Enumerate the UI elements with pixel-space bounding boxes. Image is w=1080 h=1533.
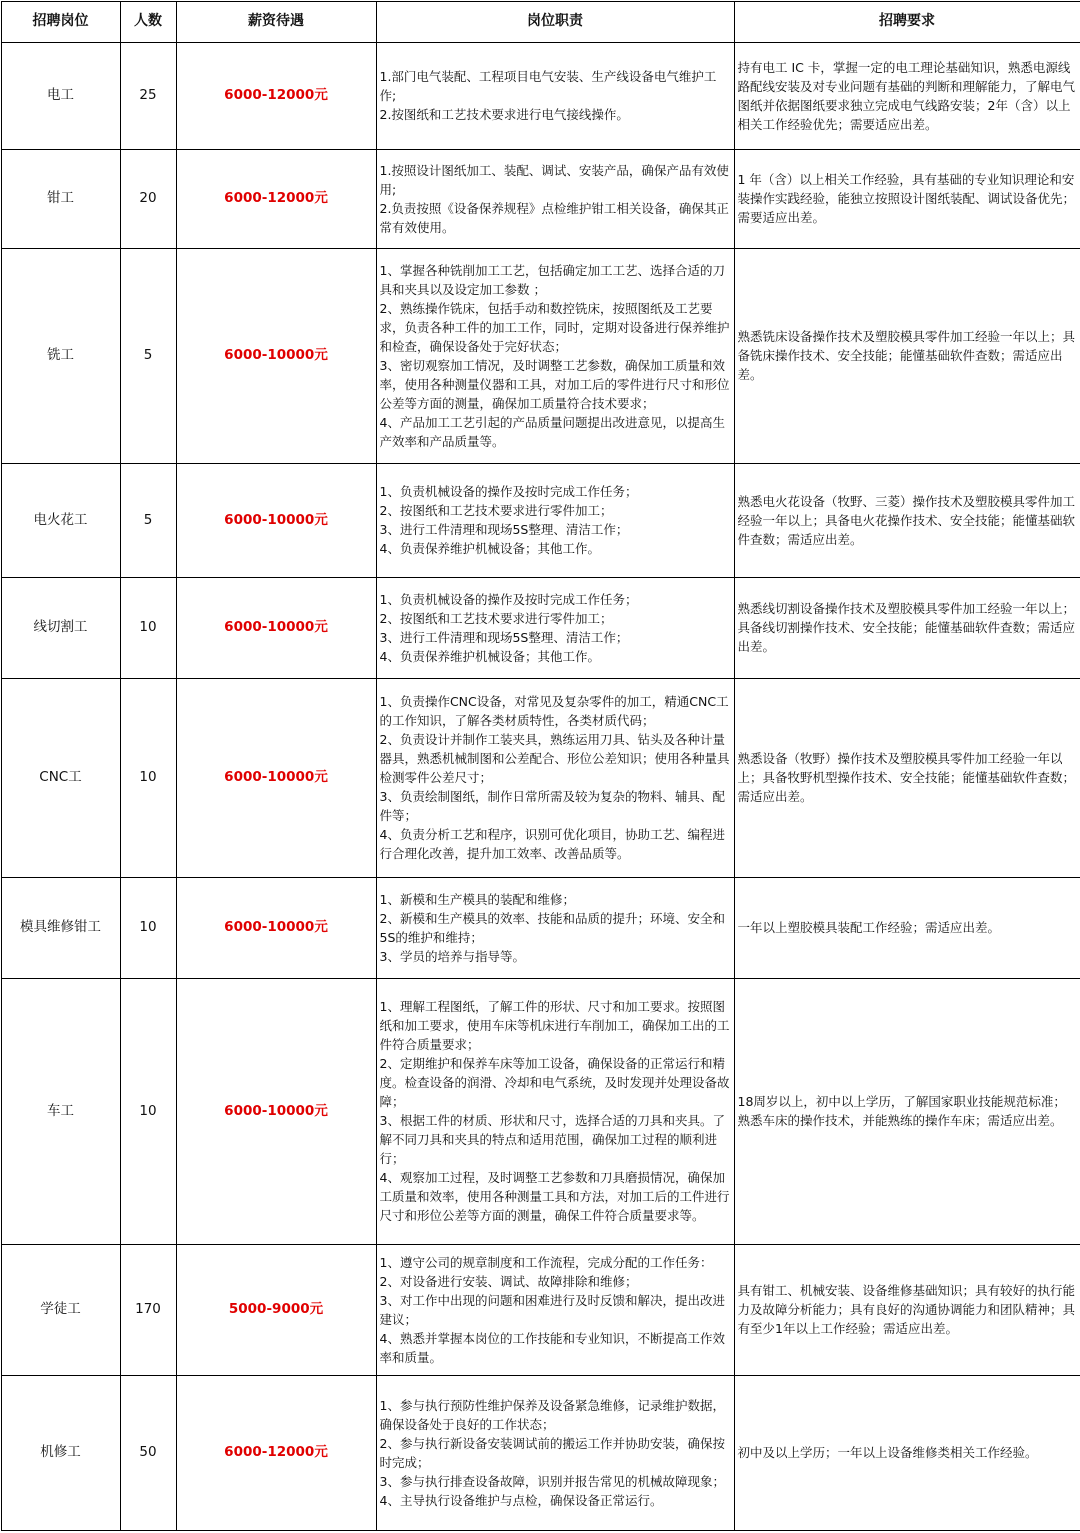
duty-item: 3、密切观察加工情况，及时调整工艺参数，确保加工质量和效率，使用各种测量仪器和工具，对加工后的零件进行尺寸和形位公差等方面的测量，确保加工质量符合技术要求； [380,356,731,413]
requirements-cell: 持有电工 IC 卡，掌握一定的电工理论基础知识，熟悉电源线路配线安装及对专业问题有基础的判断和理解能力，了解电气图纸并依据图纸要求独立完成电气线路安装；2年（含）以上相关工作经验优先；需要适应出差。 [734,42,1080,149]
duty-item: 2、按图纸和工艺技术要求进行零件加工； [380,501,731,520]
duty-item: 4、观察加工过程，及时调整工艺参数和刀具磨损情况，确保加工质量和效率，使用各种测量工具和方法，对加工后的工件进行尺寸和形位公差等方面的测量，确保工件符合质量要求等。 [380,1168,731,1225]
duty-item: 4、主导执行设备维护与点检，确保设备正常运行。 [380,1491,731,1510]
salary-cell: 6000-10000元 [176,577,376,678]
duty-item: 2.负责按照《设备保养规程》点检维护钳工相关设备，确保其正常有效使用。 [380,199,731,237]
duty-item: 2、按图纸和工艺技术要求进行零件加工； [380,609,731,628]
salary-cell: 6000-10000元 [176,463,376,577]
count-cell: 50 [120,1375,176,1530]
position-cell: 钳工 [1,149,120,248]
salary-cell: 6000-10000元 [176,978,376,1244]
count-cell: 170 [120,1244,176,1375]
duty-item: 1、负责机械设备的操作及按时完成工作任务； [380,482,731,501]
duties-cell [376,978,734,1244]
header-duties: 岗位职责 [376,1,734,42]
duty-item: 2、熟练操作铣床，包括手动和数控铣床，按照图纸及工艺要求，负责各种工件的加工工作，同时，定期对设备进行保养维护和检查，确保设备处于完好状态； [380,299,731,356]
table-row [1,149,1080,248]
salary-cell: 6000-10000元 [176,877,376,978]
count-cell: 10 [120,577,176,678]
duty-item: 3、根据工件的材质、形状和尺寸，选择合适的刀具和夹具。了解不同刀具和夹具的特点和适用范围，确保加工过程的顺利进行； [380,1111,731,1168]
salary-cell: 6000-10000元 [176,248,376,463]
table-row [1,42,1080,149]
header-salary: 薪资待遇 [176,1,376,42]
position-cell: 铣工 [1,248,120,463]
salary-cell: 6000-12000元 [176,42,376,149]
salary-cell: 6000-12000元 [176,149,376,248]
duty-item: 2、新模和生产模具的效率、技能和品质的提升；环境、安全和5S的维护和维持； [380,909,731,947]
header-requirements: 招聘要求 [734,1,1080,42]
header-position: 招聘岗位 [1,1,120,42]
salary-cell: 5000-9000元 [176,1244,376,1375]
duties-cell [376,877,734,978]
duty-item: 3、负责绘制图纸，制作日常所需及较为复杂的物料、辅具、配件等； [380,787,731,825]
requirements-cell: 熟悉设备（牧野）操作技术及塑胶模具零件加工经验一年以上；具备牧野机型操作技术、安全技能；能懂基础软件查数；需适应出差。 [734,678,1080,877]
count-cell: 25 [120,42,176,149]
duty-item: 1.部门电气装配、工程项目电气安装、生产线设备电气维护工作; [380,67,731,105]
duty-item: 3、进行工件清理和现场5S整理、清洁工作； [380,628,731,647]
table-row [1,248,1080,463]
duty-item: 1.按照设计图纸加工、装配、调试、安装产品，确保产品有效使用; [380,161,731,199]
requirements-cell: 熟悉铣床设备操作技术及塑胶模具零件加工经验一年以上；具备铣床操作技术、安全技能；能懂基础软件查数；需适应出差。 [734,248,1080,463]
count-cell: 10 [120,678,176,877]
requirements-cell: 初中及以上学历；一年以上设备维修类相关工作经验。 [734,1375,1080,1530]
duty-item: 2、参与执行新设备安装调试前的搬运工作并协助安装，确保按时完成； [380,1434,731,1472]
recruitment-table [1,1,1080,1531]
table-row [1,1244,1080,1375]
position-cell: 模具维修钳工 [1,877,120,978]
table-header-row [1,1,1080,42]
duty-item: 1、负责机械设备的操作及按时完成工作任务； [380,590,731,609]
duties-cell [376,42,734,149]
duties-cell [376,149,734,248]
count-cell: 5 [120,463,176,577]
header-count: 人数 [120,1,176,42]
count-cell: 10 [120,877,176,978]
duties-cell [376,1375,734,1530]
duty-item: 4、熟悉并掌握本岗位的工作技能和专业知识，不断提高工作效率和质量。 [380,1329,731,1367]
duties-cell [376,248,734,463]
duty-item: 4、负责保养维护机械设备；其他工作。 [380,647,731,666]
table-row [1,877,1080,978]
requirements-cell: 18周岁以上，初中以上学历，了解国家职业技能规范标准；熟悉车床的操作技术，并能熟练的操作车床；需适应出差。 [734,978,1080,1244]
duties-cell [376,1244,734,1375]
requirements-cell: 1 年（含）以上相关工作经验，具有基础的专业知识理论和安装操作实践经验，能独立按照设计图纸装配、调试设备优先；需要适应出差。 [734,149,1080,248]
salary-cell: 6000-12000元 [176,1375,376,1530]
requirements-cell: 熟悉电火花设备（牧野、三菱）操作技术及塑胶模具零件加工经验一年以上；具备电火花操作技术、安全技能；能懂基础软件查数；需适应出差。 [734,463,1080,577]
duty-item: 3、参与执行排查设备故障，识别并报告常见的机械故障现象； [380,1472,731,1491]
salary-cell: 6000-10000元 [176,678,376,877]
duty-item: 2、负责设计并制作工装夹具，熟练运用刀具、钻头及各种计量器具，熟悉机械制图和公差配合、形位公差知识；使用各种量具检测零件公差尺寸； [380,730,731,787]
duties-cell [376,678,734,877]
position-cell: 车工 [1,978,120,1244]
count-cell: 20 [120,149,176,248]
position-cell: 机修工 [1,1375,120,1530]
duty-item: 2、对设备进行安装、调试、故障排除和维修； [380,1272,731,1291]
requirements-cell: 熟悉线切割设备操作技术及塑胶模具零件加工经验一年以上；具备线切割操作技术、安全技能；能懂基础软件查数；需适应出差。 [734,577,1080,678]
position-cell: CNC工 [1,678,120,877]
duty-item: 2、定期维护和保养车床等加工设备，确保设备的正常运行和精度。检查设备的润滑、冷却和电气系统，及时发现并处理设备故障； [380,1054,731,1111]
requirements-cell: 具有钳工、机械安装、设备维修基础知识；具有较好的执行能力及故障分析能力；具有良好的沟通协调能力和团队精神；具有至少1年以上工作经验；需适应出差。 [734,1244,1080,1375]
count-cell: 5 [120,248,176,463]
table-row [1,577,1080,678]
table-row [1,678,1080,877]
position-cell: 电火花工 [1,463,120,577]
duty-item: 1、新模和生产模具的装配和维修； [380,890,731,909]
duty-item: 4、负责分析工艺和程序，识别可优化项目，协助工艺、编程进行合理化改善，提升加工效率、改善品质等。 [380,825,731,863]
table-row [1,463,1080,577]
duty-item: 1、负责操作CNC设备，对常见及复杂零件的加工，精通CNC工的工作知识，了解各类材质特性，各类材质代码； [380,692,731,730]
position-cell: 电工 [1,42,120,149]
table-row [1,1375,1080,1530]
duty-item: 2.按图纸和工艺技术要求进行电气接线操作。 [380,105,731,124]
duty-item: 3、对工作中出现的问题和困难进行及时反馈和解决，提出改进建议； [380,1291,731,1329]
duty-item: 4、负责保养维护机械设备；其他工作。 [380,539,731,558]
duty-item: 1、遵守公司的规章制度和工作流程，完成分配的工作任务： [380,1253,731,1272]
duty-item: 3、学员的培养与指导等。 [380,947,731,966]
table-row [1,978,1080,1244]
duty-item: 1、理解工程图纸，了解工件的形状、尺寸和加工要求。按照图纸和加工要求，使用车床等机床进行车削加工，确保加工出的工件符合质量要求； [380,997,731,1054]
duties-cell [376,577,734,678]
duty-item: 1、掌握各种铣削加工工艺，包括确定加工工艺、选择合适的刀具和夹具以及设定加工参数 ； [380,261,731,299]
requirements-cell: 一年以上塑胶模具装配工作经验；需适应出差。 [734,877,1080,978]
duties-cell [376,463,734,577]
duty-item: 1、参与执行预防性维护保养及设备紧急维修，记录维护数据，确保设备处于良好的工作状态； [380,1396,731,1434]
count-cell: 10 [120,978,176,1244]
duty-item: 3、进行工件清理和现场5S整理、清洁工作； [380,520,731,539]
duty-item: 4、产品加工工艺引起的产品质量问题提出改进意见，以提高生产效率和产品质量等。 [380,413,731,451]
position-cell: 学徒工 [1,1244,120,1375]
position-cell: 线切割工 [1,577,120,678]
